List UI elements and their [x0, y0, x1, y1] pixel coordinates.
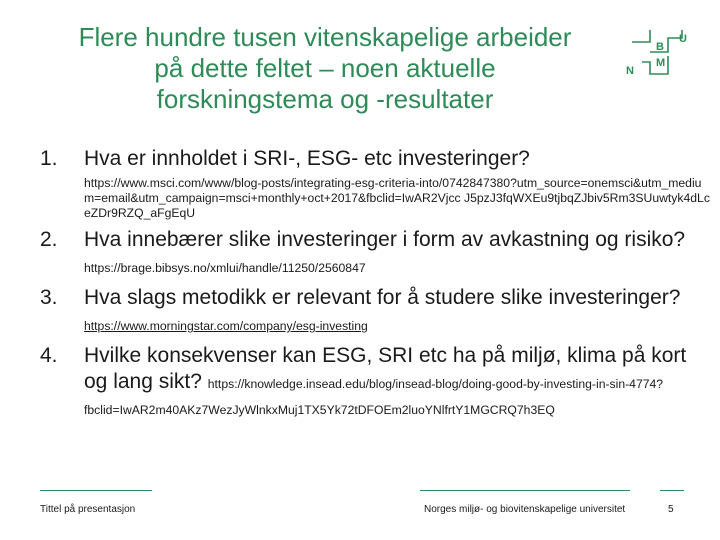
list-item-2 — [40, 227, 710, 279]
item-text: Hva slags metodikk er relevant for å studere slike investeringer? — [84, 286, 681, 309]
footer-presentation-title: Tittel på presentasjon — [40, 504, 136, 515]
footer-rule-left — [40, 490, 152, 491]
slide-title — [40, 22, 610, 115]
item-link[interactable]: https://brage.bibsys.no/xmlui/handle/11250/2560847 — [84, 261, 366, 275]
item-text: Hvilke konsekvenser kan ESG, SRI etc ha på miljø, klima på kort og lang sikt? — [84, 344, 687, 393]
footer-rule-right — [660, 490, 684, 491]
item-number: 4. — [40, 344, 58, 367]
logo-letter-n: N — [626, 65, 634, 77]
list-item-3 — [40, 285, 710, 337]
item-number: 3. — [40, 286, 58, 309]
logo-letter-m: M — [656, 57, 666, 69]
footer-rule-center — [420, 490, 630, 491]
footer-page-number: 5 — [668, 504, 674, 515]
title-line-3: forskningstema og -resultater — [156, 84, 494, 114]
list-item-1 — [40, 146, 710, 221]
item-number: 2. — [40, 228, 58, 251]
footer-university: Norges miljø- og biovitenskapelige universitet — [424, 504, 626, 515]
item-link[interactable]: https://knowledge.insead.edu/blog/insead-blog/doing-good-by-investing-in-sin-4774?fbclid=IwAR2m40AKz7WezJyWlnkxMuj1TX5Yk72tDFOEm2luoYNlfrtY1MGCRQ7h3EQ — [84, 377, 664, 417]
nmbu-logo — [624, 26, 688, 82]
title-line-2: på dette feltet – noen aktuelle — [154, 53, 496, 83]
logo-letter-b: B — [656, 41, 664, 53]
question-list — [40, 146, 710, 427]
list-item-4 — [40, 343, 710, 421]
item-link[interactable]: https://www.msci.com/www/blog-posts/integrating-esg-criteria-into/0742847380?utm_source=onemsci&utm_medium=email&utm_campaign=msci+monthly+oct+2017&fbclid=IwAR2Vjcc J5pzJ3fqWXEu9tjbqZJbiv5Rm3SUuwtyk4dLceZDr9RZQ_aFgEqU — [84, 176, 710, 220]
item-text: Hva er innholdet i SRI-, ESG- etc investeringer? — [84, 147, 530, 170]
item-text: Hva innebærer slike investeringer i form av avkastning og risiko? — [84, 228, 686, 251]
title-line-1: Flere hundre tusen vitenskapelige arbeider — [78, 22, 572, 52]
item-link[interactable]: https://www.morningstar.com/company/esg-investing — [84, 319, 368, 333]
logo-letter-u: U — [679, 33, 687, 45]
item-number: 1. — [40, 147, 58, 170]
